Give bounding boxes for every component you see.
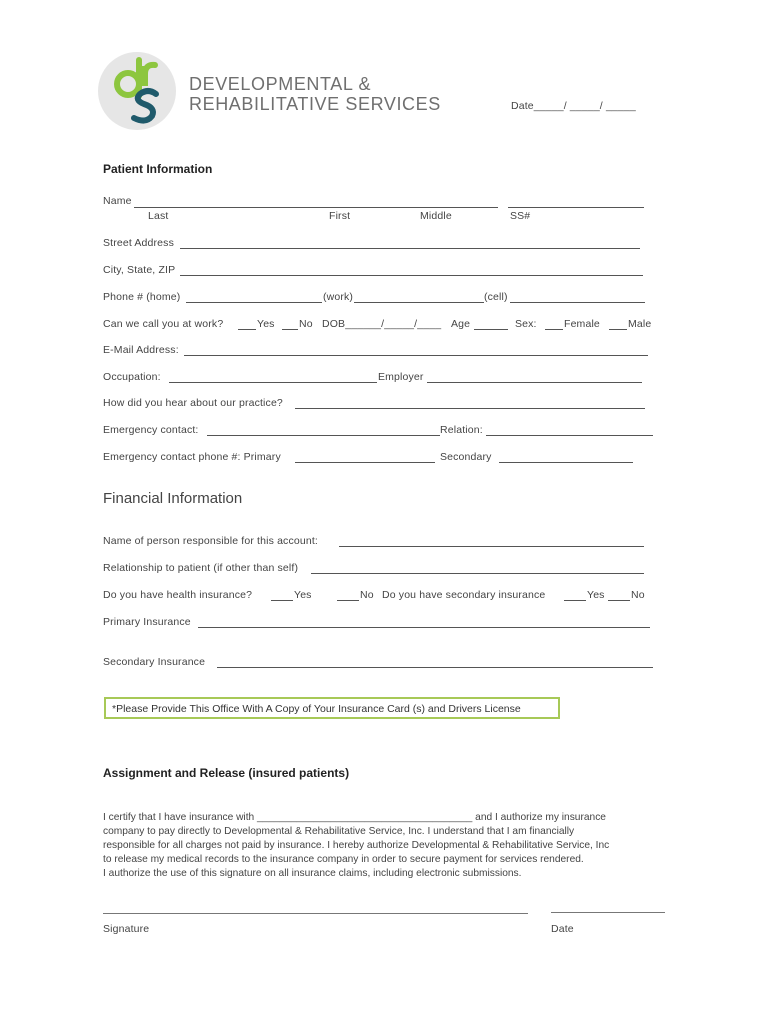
sex-male-line[interactable] (609, 329, 627, 330)
employer-label: Employer (378, 371, 424, 383)
health-insurance-label: Do you have health insurance? (103, 589, 253, 601)
logo (98, 52, 176, 130)
street-input-line[interactable] (180, 248, 640, 249)
secondary-insurance-no-label: No (631, 589, 645, 601)
relationship-label: Relationship to patient (if other than self) (103, 562, 299, 574)
health-insurance-no-label: No (360, 589, 374, 601)
date-blank: _____/ _____/ _____ (533, 100, 636, 112)
insurance-card-notice (104, 697, 560, 719)
secondary-insurance-yes-label: Yes (587, 589, 605, 601)
health-insurance-yes-line[interactable] (271, 600, 293, 601)
relation-label: Relation: (440, 424, 483, 436)
phone-work-label: (work) (323, 291, 354, 303)
assignment-line-2: company to pay directly to Developmental & Rehabilitative Service, Inc. I understand that I am financially (103, 826, 575, 837)
assignment-line-3: responsible for all charges not paid by insurance. I hereby authorize Developmental & Rehabilitative Service, Inc (103, 840, 610, 851)
signature-label: Signature (103, 923, 150, 935)
dob-field[interactable] (322, 318, 441, 330)
city-input-line[interactable] (180, 275, 643, 276)
secondary-insurance-question: Do you have secondary insurance (382, 589, 546, 601)
assignment-heading: Assignment and Release (insured patients) (103, 766, 350, 780)
ssn-input-line[interactable] (508, 207, 644, 208)
dob-label: DOB (322, 318, 346, 330)
secondary-insurance-yes-line[interactable] (564, 600, 586, 601)
phone-home-input-line[interactable] (186, 302, 322, 303)
call-work-yes-line[interactable] (238, 329, 256, 330)
name-input-line[interactable] (134, 207, 498, 208)
assignment-line-5: I authorize the use of this signature on all insurance claims, including electronic submissions. (103, 868, 522, 879)
emergency-phone-secondary-line[interactable] (499, 462, 633, 463)
phone-home-label: Phone # (home) (103, 291, 181, 303)
age-label: Age (451, 318, 471, 330)
phone-work-input-line[interactable] (354, 302, 484, 303)
phone-cell-label: (cell) (484, 291, 508, 303)
age-input-line[interactable] (474, 329, 508, 330)
call-work-no-line[interactable] (282, 329, 298, 330)
call-work-no-label: No (299, 318, 313, 330)
secondary-insurance-no-line[interactable] (608, 600, 630, 601)
signature-line[interactable] (103, 913, 528, 914)
email-input-line[interactable] (184, 355, 648, 356)
sex-female-line[interactable] (545, 329, 563, 330)
org-name-line1: DEVELOPMENTAL & (189, 74, 372, 94)
sex-male-label: Male (628, 318, 652, 330)
primary-insurance-input-line[interactable] (198, 627, 650, 628)
assignment-paragraph (103, 811, 663, 881)
emergency-phone-label: Emergency contact phone #: Primary (103, 451, 281, 463)
health-insurance-yes-label: Yes (294, 589, 312, 601)
drs-logo-icon (98, 52, 176, 130)
name-label: Name (103, 195, 132, 207)
sex-label: Sex: (515, 318, 537, 330)
patient-info-heading: Patient Information (103, 162, 213, 176)
emergency-contact-label: Emergency contact: (103, 424, 199, 436)
relation-input-line[interactable] (486, 435, 653, 436)
assignment-line-1: I certify that I have insurance with ______________________________________ and I authorize my insurance (103, 812, 606, 823)
signature-date-line[interactable] (551, 912, 665, 913)
emergency-phone-secondary-label: Secondary (440, 451, 492, 463)
date-field[interactable] (511, 100, 636, 112)
insurance-card-notice-text: *Please Provide This Office With A Copy of Your Insurance Card (s) and Drivers License (112, 703, 521, 715)
city-label: City, State, ZIP (103, 264, 176, 276)
phone-cell-input-line[interactable] (510, 302, 645, 303)
emergency-contact-input-line[interactable] (207, 435, 440, 436)
hear-input-line[interactable] (295, 408, 645, 409)
responsible-input-line[interactable] (339, 546, 644, 547)
name-middle-label: Middle (420, 210, 452, 222)
street-label: Street Address (103, 237, 174, 249)
sex-female-label: Female (564, 318, 600, 330)
primary-insurance-label: Primary Insurance (103, 616, 191, 628)
health-insurance-no-line[interactable] (337, 600, 359, 601)
dob-blank: ______/_____/____ (345, 318, 442, 330)
occupation-label: Occupation: (103, 371, 161, 383)
hear-label: How did you hear about our practice? (103, 397, 283, 409)
call-work-label: Can we call you at work? (103, 318, 224, 330)
assignment-line-4: to release my medical records to the insurance company in order to secure payment for services rendered. (103, 854, 584, 865)
org-name-line2: REHABILITATIVE SERVICES (189, 94, 441, 114)
relationship-input-line[interactable] (311, 573, 644, 574)
secondary-insurance-input-line[interactable] (217, 667, 653, 668)
email-label: E-Mail Address: (103, 344, 179, 356)
name-last-label: Last (148, 210, 169, 222)
date-label: Date (511, 100, 534, 112)
responsible-label: Name of person responsible for this account: (103, 535, 318, 547)
ssn-label: SS# (510, 210, 531, 222)
financial-info-heading: Financial Information (103, 490, 243, 507)
secondary-insurance-label: Secondary Insurance (103, 656, 206, 668)
call-work-yes-label: Yes (257, 318, 275, 330)
occupation-input-line[interactable] (169, 382, 377, 383)
employer-input-line[interactable] (427, 382, 642, 383)
emergency-phone-primary-line[interactable] (295, 462, 435, 463)
signature-date-label: Date (551, 923, 574, 935)
name-first-label: First (329, 210, 351, 222)
